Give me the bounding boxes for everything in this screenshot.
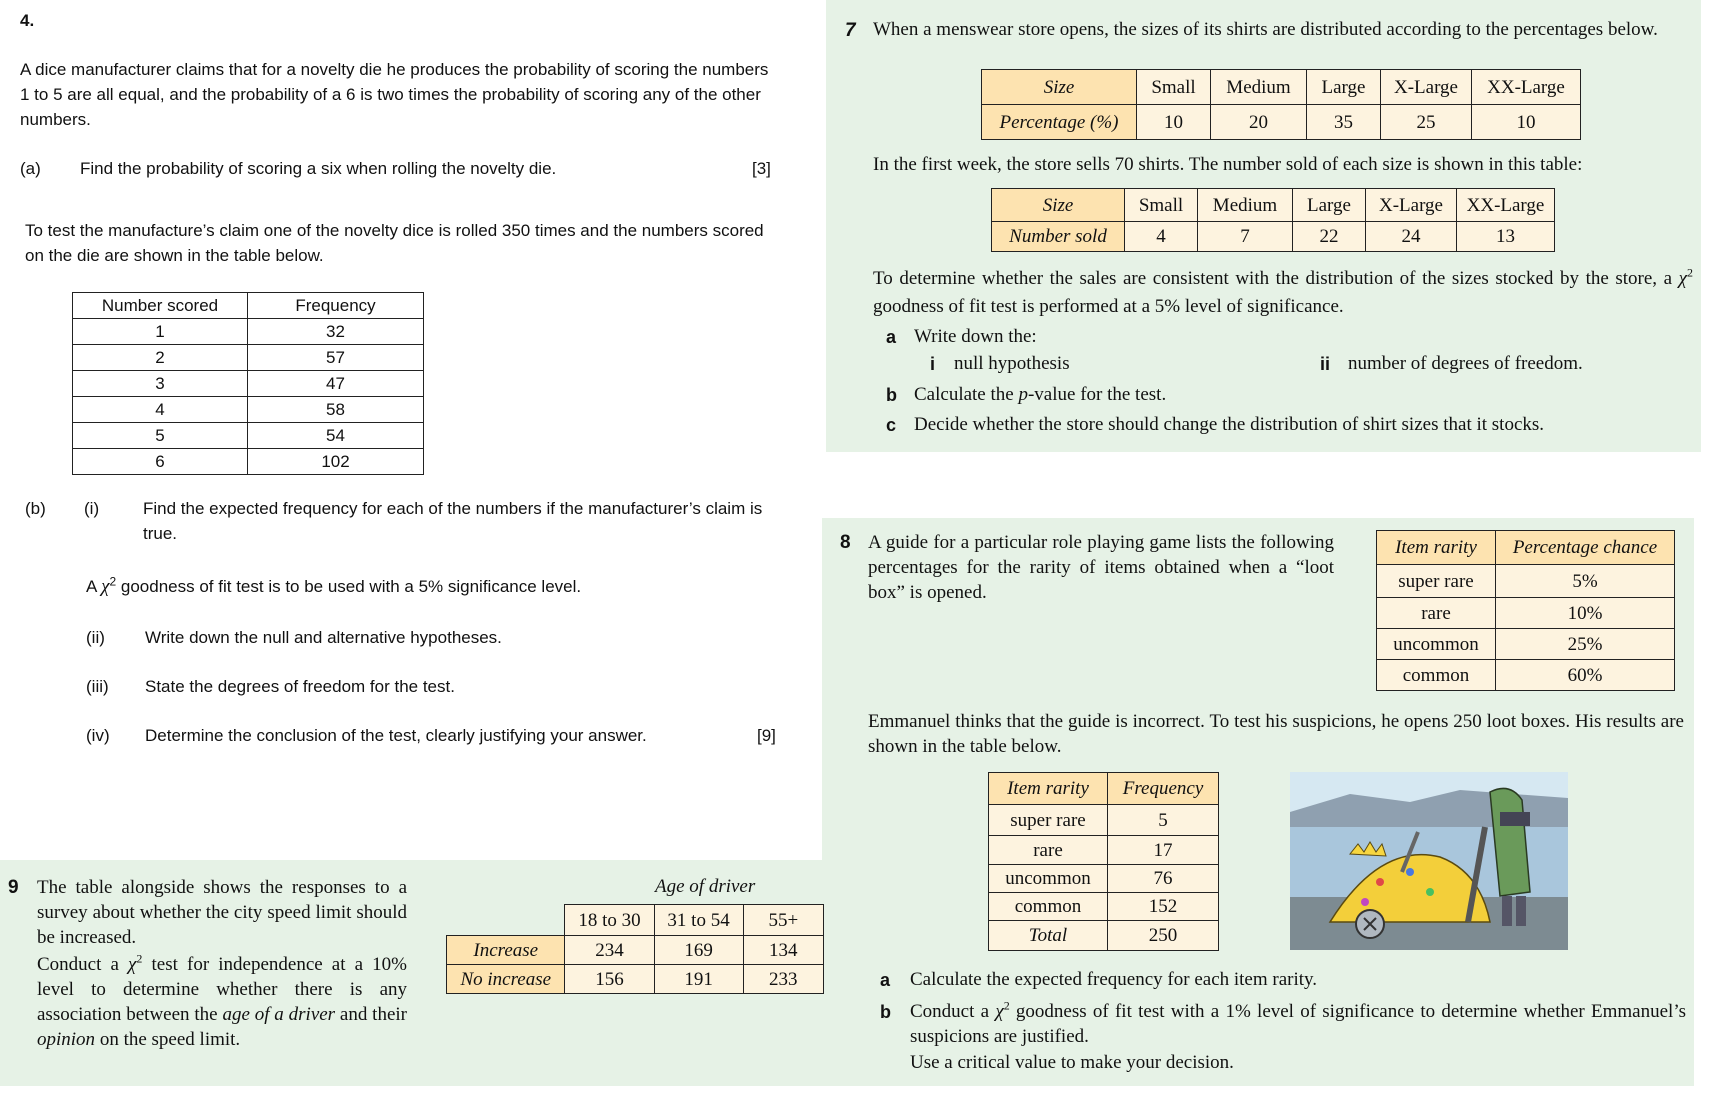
table-row [989,805,1219,836]
cell: 60% [1496,660,1675,691]
table-caption: Age of driver [655,876,756,897]
cell: common [1377,660,1496,691]
cell: 4 [73,397,248,423]
table-row [982,70,1581,105]
subpart-label: ii [1320,354,1331,374]
cell: 4 [1125,222,1198,252]
cell: X-Large [1366,189,1457,222]
table-row [73,319,424,345]
part-label: (b) [25,499,46,518]
text: A [86,577,102,596]
table-header-row [447,905,824,936]
cell: 10% [1496,598,1675,629]
subpart-text: Determine the conclusion of the test, clearly justifying your answer. [145,726,647,745]
paragraph-2 [37,952,407,1052]
text: on the speed limit. [95,1029,241,1050]
cell: 191 [654,965,743,994]
cell: 25% [1496,629,1675,660]
cell: 5% [1496,565,1675,598]
row-header: Increase [447,936,565,965]
cell: 32 [248,319,424,345]
subpart-label: (ii) [86,628,105,647]
cell: Large [1307,70,1381,105]
cell: Small [1125,189,1198,222]
frequency-table [72,292,424,475]
text: Conduct a [910,1001,996,1022]
text: goodness of fit test is performed at a 5% level of significance. [873,296,1344,317]
cell: Large [1293,189,1366,222]
subpart-text: null hypothesis [954,353,1070,374]
knight-treasure-illustration [1290,772,1568,950]
text: Conduct a [37,954,129,975]
table-row [73,371,424,397]
question-9-panel [0,860,824,1086]
subpart-label: i [930,354,936,374]
text: goodness of fit test is to be used with a 5% significance level. [116,577,582,596]
cell: common [989,893,1108,921]
table-total-row [989,921,1219,951]
chi-symbol: χ [1678,268,1687,289]
question-8-panel [822,518,1694,1086]
table-row [989,836,1219,865]
subpart-text: Find the expected frequency for each of the numbers if the manufacturer’s claim is true. [143,499,763,543]
week-text: In the first week, the store sells 70 shirts. The number sold of each size is shown in this table: [873,154,1583,175]
question-text [37,875,407,1052]
empty-cell [447,905,565,936]
question-number: 4. [20,11,35,30]
superscript: 2 [1687,265,1693,280]
subpart-label: (iii) [86,677,109,696]
header-frequency: Frequency [1108,773,1219,805]
superscript: 2 [1003,998,1010,1013]
subpart-label: (iv) [86,726,110,745]
text: and their [335,1004,407,1025]
table-header-row [1377,531,1675,565]
cell: XX-Large [1457,189,1555,222]
contingency-table [446,904,824,994]
cell: 58 [248,397,424,423]
question-intro: When a menswear store opens, the sizes of its shirts are distributed according to the percentages below. [873,19,1658,40]
cell: 1 [73,319,248,345]
part-label: a [886,327,897,347]
header-cell: 18 to 30 [565,905,654,936]
opinion-word: opinion [37,1029,96,1050]
p-symbol: p [1018,384,1028,405]
text: -value for the test. [1027,384,1167,405]
cell: 169 [654,936,743,965]
subpart-label: (i) [84,499,100,518]
row-header: Number sold [992,222,1125,252]
header-frequency: Frequency [248,293,424,319]
row-header: Size [982,70,1137,105]
table-row [73,397,424,423]
table-row [989,893,1219,921]
question-number: 8 [840,532,851,553]
cell: uncommon [1377,629,1496,660]
part-text: Write down the: [914,326,1037,347]
table-header-row [989,773,1219,805]
cell: Small [1137,70,1211,105]
cell: 234 [565,936,654,965]
part-text [910,999,1686,1049]
part-label: b [880,1002,891,1022]
cell: 10 [1472,105,1581,140]
chi-square-statement [86,574,581,599]
size-percentage-table [981,69,1581,140]
question-intro: A guide for a particular role playing game lists the following percentages for the rarity of items obtained when a “loot box” is opened. [868,532,1334,603]
header-cell: 31 to 54 [654,905,743,936]
table-row [982,105,1581,140]
number-sold-table [991,188,1555,252]
age-phrase: age of a driver [222,1004,336,1025]
emmanuel-text: Emmanuel thinks that the guide is incorrect. To test his suspicions, he opens 250 loot boxes. His results are shown in the table below. [868,711,1684,757]
rarity-frequency-table [988,772,1219,951]
cell: 134 [743,936,823,965]
question-number: 9 [8,877,19,898]
row-header: No increase [447,965,565,994]
text: test for independence at a 10% level to determine whether there is any association between the [37,954,407,1025]
cell: super rare [1377,565,1496,598]
cell: 2 [73,345,248,371]
test-intro: To test the manufacture’s claim one of the novelty dice is rolled 350 times and the numbers scored on the die are shown in the table below. [25,221,764,265]
chi-symbol: χ [995,1001,1004,1022]
cell: 3 [73,371,248,397]
determine-text [873,265,1693,321]
table-row [1377,565,1675,598]
table-row [447,965,824,994]
cell: 54 [248,423,424,449]
marks: [3] [752,159,771,178]
question-number: 7 [845,20,856,41]
chi-symbol: χ [128,954,137,975]
cell: 233 [743,965,823,994]
part-text: Find the probability of scoring a six when rolling the novelty die. [80,159,557,178]
cell: 22 [1293,222,1366,252]
subpart-text: number of degrees of freedom. [1348,353,1583,374]
part-text: Decide whether the store should change the distribution of shirt sizes that it stocks. [914,414,1545,435]
text: Calculate the [914,384,1019,405]
part-label: b [886,385,897,405]
table-row [73,449,424,475]
table-header-row [73,293,424,319]
header-item-rarity: Item rarity [1377,531,1496,565]
table-row [1377,660,1675,691]
cell: 57 [248,345,424,371]
subpart-text: State the degrees of freedom for the test. [145,677,455,696]
subpart-text: Write down the null and alternative hypotheses. [145,628,502,647]
table-row [992,189,1555,222]
cell: 25 [1381,105,1472,140]
cell: 156 [565,965,654,994]
cell: 7 [1198,222,1293,252]
cell: XX-Large [1472,70,1581,105]
cell: 13 [1457,222,1555,252]
cell: 10 [1137,105,1211,140]
table-row [992,222,1555,252]
cell: X-Large [1381,70,1472,105]
row-header: Percentage (%) [982,105,1137,140]
cell: 6 [73,449,248,475]
cell: Medium [1211,70,1307,105]
paragraph-1: The table alongside shows the responses to a survey about whether the city speed limit should be increased. [37,877,407,948]
part-text: Use a critical value to make your decision. [910,1052,1234,1073]
table-row [1377,598,1675,629]
marks: [9] [757,726,776,745]
table-row [989,865,1219,893]
cell: 35 [1307,105,1381,140]
cell: 24 [1366,222,1457,252]
cell: rare [1377,598,1496,629]
table-row [73,345,424,371]
question-intro: A dice manufacturer claims that for a novelty die he produces the probability of scoring the numbers 1 to 5 are all equal, and the probability of a 6 is two times the probability of scoring any of the other numbers. [20,60,769,129]
header-item-rarity: Item rarity [989,773,1108,805]
cell: 76 [1108,865,1219,893]
superscript: 2 [136,951,143,966]
rarity-percentage-table [1376,530,1675,691]
cell: 47 [248,371,424,397]
cell: 5 [73,423,248,449]
table-row [73,423,424,449]
header-cell: 55+ [743,905,823,936]
table-row [447,936,824,965]
table-row [1377,629,1675,660]
cell: 5 [1108,805,1219,836]
chi-symbol: χ [101,576,110,597]
header-percentage-chance: Percentage chance [1496,531,1675,565]
cell: super rare [989,805,1108,836]
part-label: (a) [20,159,41,178]
cell: 250 [1108,921,1219,951]
cell: 17 [1108,836,1219,865]
cell: Total [989,921,1108,951]
part-text: Calculate the expected frequency for each item rarity. [910,969,1318,990]
part-text [914,382,1166,407]
cell: Medium [1198,189,1293,222]
cell: 152 [1108,893,1219,921]
superscript: 2 [109,574,117,589]
part-label: a [880,970,891,990]
text: goodness of fit test with a 1% level of significance to determine whether Emmanuel’s suspicions are justified. [910,1001,1686,1047]
cell: 102 [248,449,424,475]
cell: 20 [1211,105,1307,140]
text: To determine whether the sales are consistent with the distribution of the sizes stocked by the store, a [873,268,1679,289]
question-7-panel [826,0,1701,452]
row-header: Size [992,189,1125,222]
header-number-scored: Number scored [73,293,248,319]
part-label: c [886,415,897,435]
cell: rare [989,836,1108,865]
cell: uncommon [989,865,1108,893]
